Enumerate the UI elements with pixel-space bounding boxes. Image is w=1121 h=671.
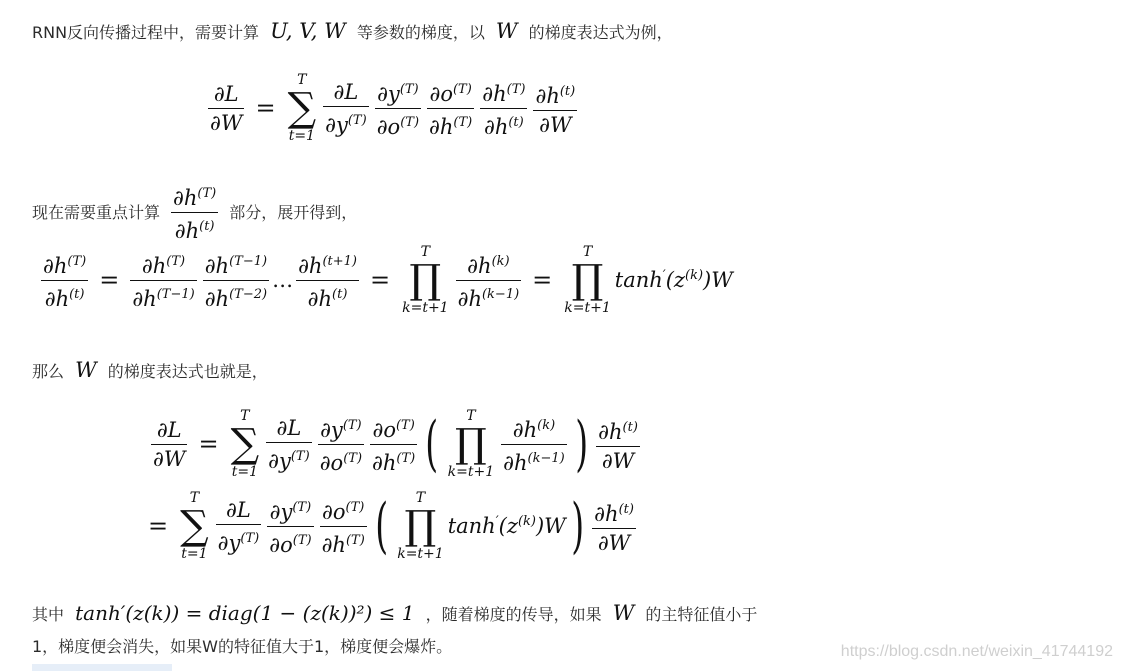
equation-dh-expansion: $\frac{\partial h^{(T)}}{\partial h^{(t)}}$ = $\frac{\partial h^{(T)}}{\partial h^{(T-1)}}$ $\frac{\partial h^{(T-1)}}{\partial h^{(T-2)}}$ … $\frac{\partial h^{(t+1)}}{\partial h^{(t)}}$ = T ∏ k=t+1 $\frac{\partial h^{(k)}}{\partial h^{(k-1)}}$ = T ∏ k=t+1 $\tanh'(z^{(k)})W$ — [43, 244, 733, 316]
params-math: U, V, W — [270, 19, 346, 43]
w-gradient-tail-text: 的梯度表达式也就是， — [107, 362, 268, 381]
conclusion-line2 — [32, 634, 452, 660]
tanh-derivative-math: tanh′(z(k)) = diag(1 − (z(k))²) ≤ 1 — [75, 601, 415, 625]
conclusion-line2-text: 1，梯度便会消失，如果W的特征值大于1，梯度便会爆炸。 — [32, 637, 453, 656]
conclusion-lead-text: 其中 — [32, 605, 65, 624]
intro-tail-text: 的梯度表达式为例， — [528, 23, 673, 42]
w-math: W — [495, 19, 518, 43]
focus-lead-text: 现在需要重点计算 — [32, 202, 161, 222]
focus-tail-text: 部分，展开得到， — [229, 202, 358, 222]
w-math-2: W — [75, 358, 97, 382]
source-watermark: https://blog.csdn.net/weixin_41744192 — [840, 643, 1113, 660]
equation-w-gradient-line2: = T ∑ t=1 $\frac{\partial L}{\partial y^{(T)}}$ $\frac{\partial y^{(T)}}{\partial o^{(T)}}$ $\frac{\partial o^{(T)}}{\partial h^{(T)}}$ ( T ∏ k=t+1 $\tanh'(z^{(k)})W$ ) $\frac{\partial h^{(t)}}{\partial W}$ — [148, 490, 634, 562]
conclusion-tail2-text: 的主特征值小于 — [645, 605, 758, 624]
bottom-toolbar-stub — [32, 664, 172, 671]
w-gradient-paragraph — [32, 357, 268, 385]
intro-paragraph — [32, 18, 673, 46]
focus-paragraph: 现在需要重点计算 $\frac{\partial h^{(T)}}{\partial h^{(t)}}$ 部分，展开得到， — [32, 186, 358, 243]
conclusion-tail-text: ，随着梯度的传导，如果 — [425, 605, 602, 624]
equation-dl-dw: $\frac{\partial L}{\partial W}$ = T ∑ t=1 $\frac{\partial L}{\partial y^{(T)}}$ $\frac{\partial y^{(T)}}{\partial o^{(T)}}$ $\frac{\partial o^{(T)}}{\partial h^{(T)}}$ $\frac{\partial h^{(T)}}{\partial h^{(t)}}$ $\frac{\partial h^{(t)}}{\partial W}$ — [210, 72, 576, 144]
conclusion-paragraph — [32, 600, 757, 628]
intro-lead-text: RNN反向传播过程中，需要计算 — [32, 23, 260, 42]
equation-w-gradient-line1: $\frac{\partial L}{\partial W}$ = T ∑ t=1 $\frac{\partial L}{\partial y^{(T)}}$ $\frac{\partial y^{(T)}}{\partial o^{(T)}}$ $\frac{\partial o^{(T)}}{\partial h^{(T)}}$ ( T ∏ k=t+1 $\frac{\partial h^{(k)}}{\partial h^{(k-1)}}$ ) $\frac{\partial h^{(t)}}{\partial W}$ — [153, 408, 638, 480]
intro-mid-text: 等参数的梯度，以 — [356, 23, 485, 42]
w-math-3: W — [612, 601, 635, 625]
w-gradient-lead-text: 那么 — [32, 362, 65, 381]
